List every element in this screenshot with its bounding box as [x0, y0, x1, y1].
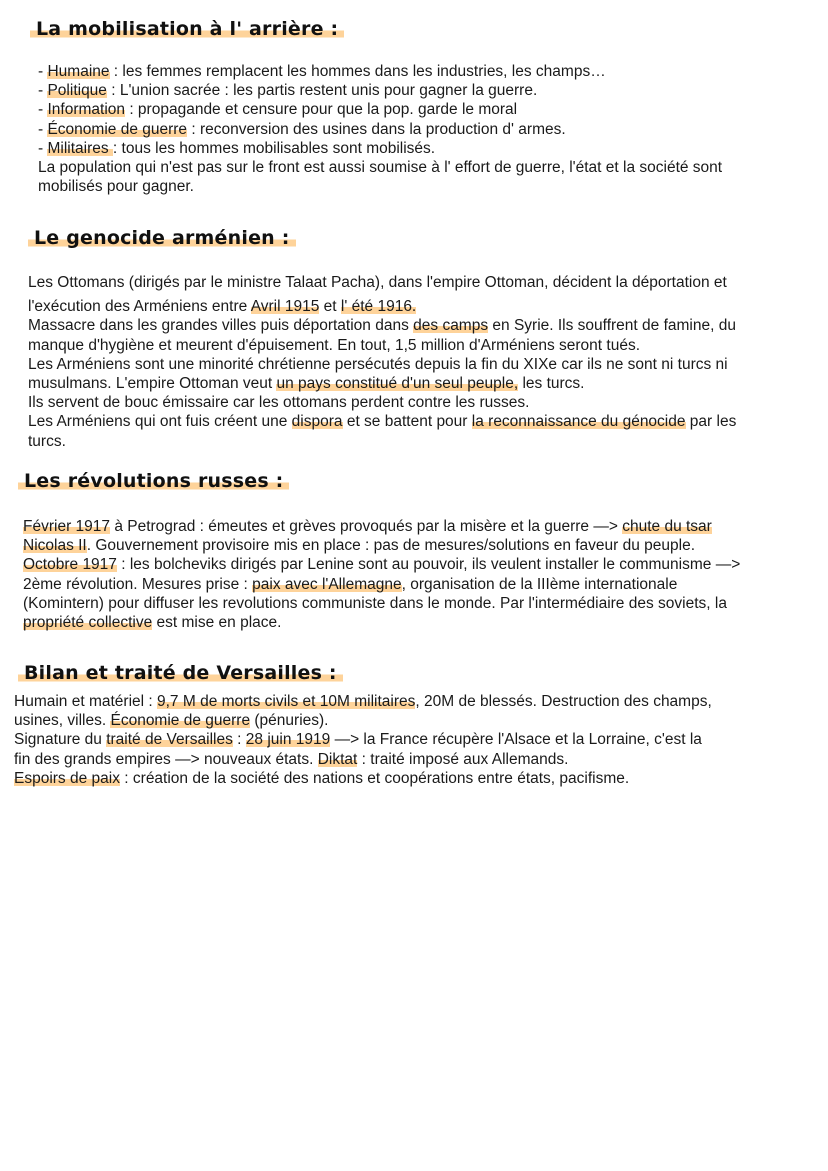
paragraph-line: musulmans. L'empire Ottoman veut un pays constitué d'un seul peuple, les turcs. — [28, 375, 585, 393]
term-highlight: Économie de guerre — [110, 712, 251, 730]
term-highlight: Information — [47, 101, 126, 119]
term-highlight: Nicolas II — [23, 537, 87, 555]
term-highlight: Économie de guerre — [47, 120, 188, 138]
term-highlight: des camps — [413, 317, 489, 335]
paragraph-line: Ils servent de bouc émissaire car les ottomans perdent contre les russes. — [28, 394, 530, 412]
paragraph-line: Les Ottomans (dirigés par le ministre Talaat Pacha), dans l'empire Ottoman, décident la déportation et — [28, 274, 727, 291]
paragraph-line: Massacre dans les grandes villes puis déportation dans des camps en Syrie. Ils souffrent de famine, du — [28, 317, 736, 335]
term-highlight: 9,7 M de morts civils et 10M militaires — [157, 693, 416, 710]
paragraph-line: l'exécution des Arméniens entre Avril 1915 et l' été 1916. — [28, 298, 417, 316]
paragraph-line: Humain et matériel : 9,7 M de morts civils et 10M militaires, 20M de blessés. Destruction des champs, — [14, 693, 712, 710]
date-highlight: l' été 1916. — [340, 298, 417, 316]
paragraph-line: Nicolas II. Gouvernement provisoire mis en place : pas de mesures/solutions en faveur du peuple. — [23, 537, 696, 555]
heading-genocide: Le genocide arménien : — [28, 229, 296, 248]
paragraph-line: 2ème révolution. Mesures prise : paix avec l'Allemagne, organisation de la IIIème internationale — [23, 575, 678, 593]
paragraph-line: turcs. — [28, 432, 66, 450]
list-item: - Politique : L'union sacrée : les partis restent unis pour gagner la guerre. — [38, 82, 538, 100]
paragraph-line: Les Arméniens sont une minorité chrétienne persécutés depuis la fin du XIXe car ils ne sont ni turcs ni — [28, 355, 728, 373]
term-highlight: Humaine — [47, 63, 110, 80]
paragraph-line: manque d'hygiène et meurent d'épuisement. En tout, 1,5 million d'Arméniens seront tués. — [28, 336, 641, 354]
term-highlight: la reconnaissance du génocide — [471, 413, 686, 431]
paragraph-line: Les Arméniens qui ont fuis créent une dispora et se battent pour la reconnaissance du génocide par les — [28, 413, 737, 431]
heading-bilan: Bilan et traité de Versailles : — [18, 664, 343, 683]
term-highlight: paix avec l'Allemagne — [252, 575, 402, 593]
list-item: - Économie de guerre : reconversion des usines dans la production d' armes. — [38, 120, 566, 138]
term-highlight: dispora — [291, 413, 343, 431]
date-highlight: Octobre 1917 — [23, 556, 117, 574]
date-highlight: Février 1917 — [23, 518, 111, 535]
term-highlight: propriété collective — [23, 614, 153, 632]
paragraph-line: Février 1917 à Petrograd : émeutes et grèves provoqués par la misère et la guerre —> chute du tsar — [23, 518, 712, 535]
term-highlight: Espoirs de paix — [14, 769, 120, 787]
heading-mobilisation: La mobilisation à l' arrière : — [30, 20, 344, 39]
paragraph-line: (Komintern) pour diffuser les revolutions communiste dans le monde. Par l'intermédiaire des soviets, la — [23, 594, 727, 612]
paragraph-line: mobilisés pour gagner. — [38, 178, 194, 196]
term-highlight: Diktat — [317, 750, 358, 768]
mobilisation-body — [38, 62, 722, 196]
paragraph-line: fin des grands empires —> nouveaux états. Diktat : traité imposé aux Allemands. — [14, 750, 569, 768]
paragraph-line: Octobre 1917 : les bolcheviks dirigés par Lenine sont au pouvoir, ils veulent installer le communisme —> — [23, 556, 741, 574]
revolutions-body — [23, 517, 740, 632]
list-item: - Militaires : tous les hommes mobilisables sont mobilisés. — [38, 139, 436, 157]
term-highlight: Militaires — [47, 139, 113, 157]
date-highlight: 28 juin 1919 — [245, 731, 331, 749]
heading-revolutions: Les révolutions russes : — [18, 472, 289, 491]
bilan-body — [14, 692, 712, 788]
paragraph-line: usines, villes. Économie de guerre (pénuries). — [14, 712, 329, 730]
paragraph-line: Signature du traité de Versailles : 28 juin 1919 —> la France récupère l'Alsace et la Lorraine, c'est la — [14, 731, 702, 749]
list-item: - Information : propagande et censure pour que la pop. garde le moral — [38, 101, 518, 119]
genocide-body — [28, 273, 736, 451]
paragraph-line: propriété collective est mise en place. — [23, 614, 282, 632]
term-highlight: chute du tsar — [622, 518, 712, 535]
term-highlight: traité de Versailles — [106, 731, 233, 749]
list-item: - Humaine : les femmes remplacent les hommes dans les industries, les champs… — [38, 63, 606, 80]
term-highlight: Politique — [47, 82, 107, 100]
paragraph-line: La population qui n'est pas sur le front est aussi soumise à l' effort de guerre, l'état et la société sont — [38, 159, 723, 177]
paragraph-line: Espoirs de paix : création de la société des nations et coopérations entre états, pacifisme. — [14, 769, 630, 787]
term-highlight: un pays constitué d'un seul peuple, — [276, 375, 519, 393]
date-highlight: Avril 1915 — [250, 298, 320, 316]
